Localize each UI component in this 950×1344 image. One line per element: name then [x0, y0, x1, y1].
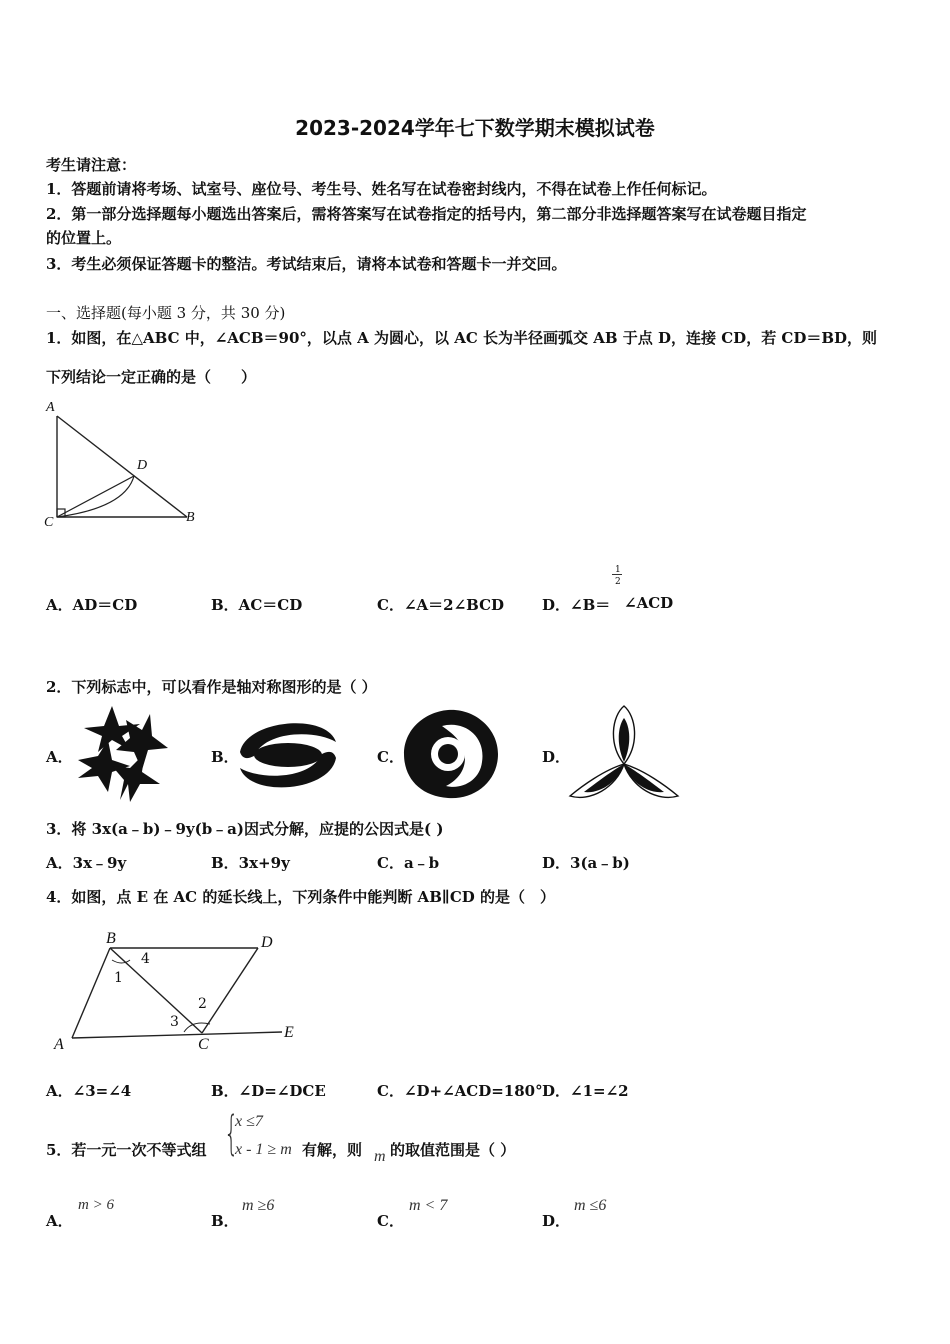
- q4-label-b: B: [106, 930, 116, 947]
- q1-option-d: D．∠B＝: [542, 596, 611, 614]
- q2-label-d: D．: [542, 748, 571, 766]
- q3-option-a: A．3x﹣9y: [46, 854, 127, 872]
- notice-item-1: 1．答题前请将考场、试室号、座位号、考生号、姓名写在试卷密封线内，不得在试卷上作任何标记。: [46, 180, 717, 198]
- notice-item-2-cont: 的位置上。: [46, 229, 122, 247]
- q5-label-b: B．: [211, 1212, 239, 1230]
- q1-option-a: A．AD＝CD: [46, 596, 138, 614]
- q1-fraction-num: 1: [615, 565, 621, 575]
- q1-label-d: D: [137, 458, 148, 473]
- q5-variable-m: m: [374, 1148, 386, 1165]
- q2-label-b: B．: [211, 748, 239, 766]
- q3-option-c: C．a﹣b: [377, 854, 440, 872]
- q5-option-c: m < 7: [409, 1197, 448, 1214]
- q1-stem-line2: 下列结论一定正确的是（ ）: [46, 368, 257, 386]
- q2-label-c: C．: [377, 748, 404, 766]
- q4-option-c: C．∠D+∠ACD=180°: [377, 1082, 543, 1100]
- q1-label-b: B: [186, 510, 195, 525]
- q4-option-a: A．∠3=∠4: [46, 1082, 132, 1100]
- q1-fraction-den: 2: [615, 577, 621, 587]
- q1-option-d-tail: ∠ACD: [624, 594, 674, 612]
- q4-angle-3: 3: [170, 1014, 179, 1030]
- q4-label-d: D: [261, 934, 273, 951]
- q2-stem: 2．下列标志中，可以看作是轴对称图形的是（ ）: [46, 678, 377, 696]
- page-title: 2023-2024学年七下数学期末模拟试卷: [295, 116, 655, 140]
- q5-label-a: A．: [46, 1212, 73, 1230]
- q4-label-c: C: [198, 1036, 209, 1053]
- q4-label-e: E: [284, 1024, 294, 1041]
- q4-angle-2: 2: [198, 996, 207, 1012]
- notice-item-2: 2．第一部分选择题每小题选出答案后，需将答案写在试卷指定的括号内，第二部分非选择题答案写在试卷题目指定: [46, 205, 807, 223]
- q2-logo-b-rings: [236, 712, 340, 798]
- q1-label-c: C: [44, 515, 54, 530]
- q5-inequality-1: x ≤7: [235, 1113, 263, 1130]
- q1-triangle-figure: [40, 398, 210, 538]
- q2-label-a: A．: [46, 748, 73, 766]
- q5-label-d: D．: [542, 1212, 571, 1230]
- section-heading: 一、选择题(每小题 3 分，共 30 分): [46, 304, 286, 322]
- notice-item-3: 3．考生必须保证答题卡的整洁。考试结束后，请将本试卷和答题卡一并交回。: [46, 255, 567, 273]
- q5-brace: {: [224, 1106, 239, 1160]
- q4-label-a: A: [54, 1036, 64, 1053]
- q5-stem-b: 有解，则: [302, 1141, 363, 1159]
- q5-inequality-2: x - 1 ≥ m: [235, 1141, 292, 1158]
- q1-option-b: B．AC＝CD: [211, 596, 303, 614]
- q1-label-a: A: [46, 400, 55, 415]
- q2-logo-a-stars: [72, 704, 168, 802]
- q3-option-d: D．3(a﹣b): [542, 854, 630, 872]
- q4-option-d: D．∠1=∠2: [542, 1082, 629, 1100]
- q4-angle-1: 1: [114, 970, 123, 986]
- q5-stem-c: 的取值范围是（ ）: [390, 1141, 516, 1159]
- q1-option-c: C．∠A＝2∠BCD: [377, 596, 505, 614]
- q2-logo-c-eye: [402, 708, 500, 800]
- q3-option-b: B．3x+9y: [211, 854, 290, 872]
- q4-angle-4: 4: [141, 951, 150, 967]
- q3-stem: 3．将 3x(a﹣b)﹣9y(b﹣a)因式分解，应提的公因式是( ): [46, 820, 444, 838]
- q5-option-b: m ≥6: [242, 1197, 275, 1214]
- q5-option-d: m ≤6: [574, 1197, 607, 1214]
- q4-option-b: B．∠D=∠DCE: [211, 1082, 326, 1100]
- q5-stem-a: 5．若一元一次不等式组: [46, 1141, 207, 1159]
- q1-fraction-bar: [612, 574, 622, 575]
- q1-stem-line1: 1．如图，在△ABC 中，∠ACB＝90°，以点 A 为圆心，以 AC 长为半径画弧交 AB 于点 D，连接 CD，若 CD＝BD，则: [46, 329, 878, 347]
- notice-heading: 考生请注意：: [46, 156, 137, 174]
- q4-stem: 4．如图，点 E 在 AC 的延长线上，下列条件中能判断 AB∥CD 的是（ ）: [46, 888, 555, 906]
- q5-label-c: C．: [377, 1212, 404, 1230]
- q5-option-a: m > 6: [78, 1197, 114, 1213]
- q2-logo-d-petals: [568, 704, 680, 802]
